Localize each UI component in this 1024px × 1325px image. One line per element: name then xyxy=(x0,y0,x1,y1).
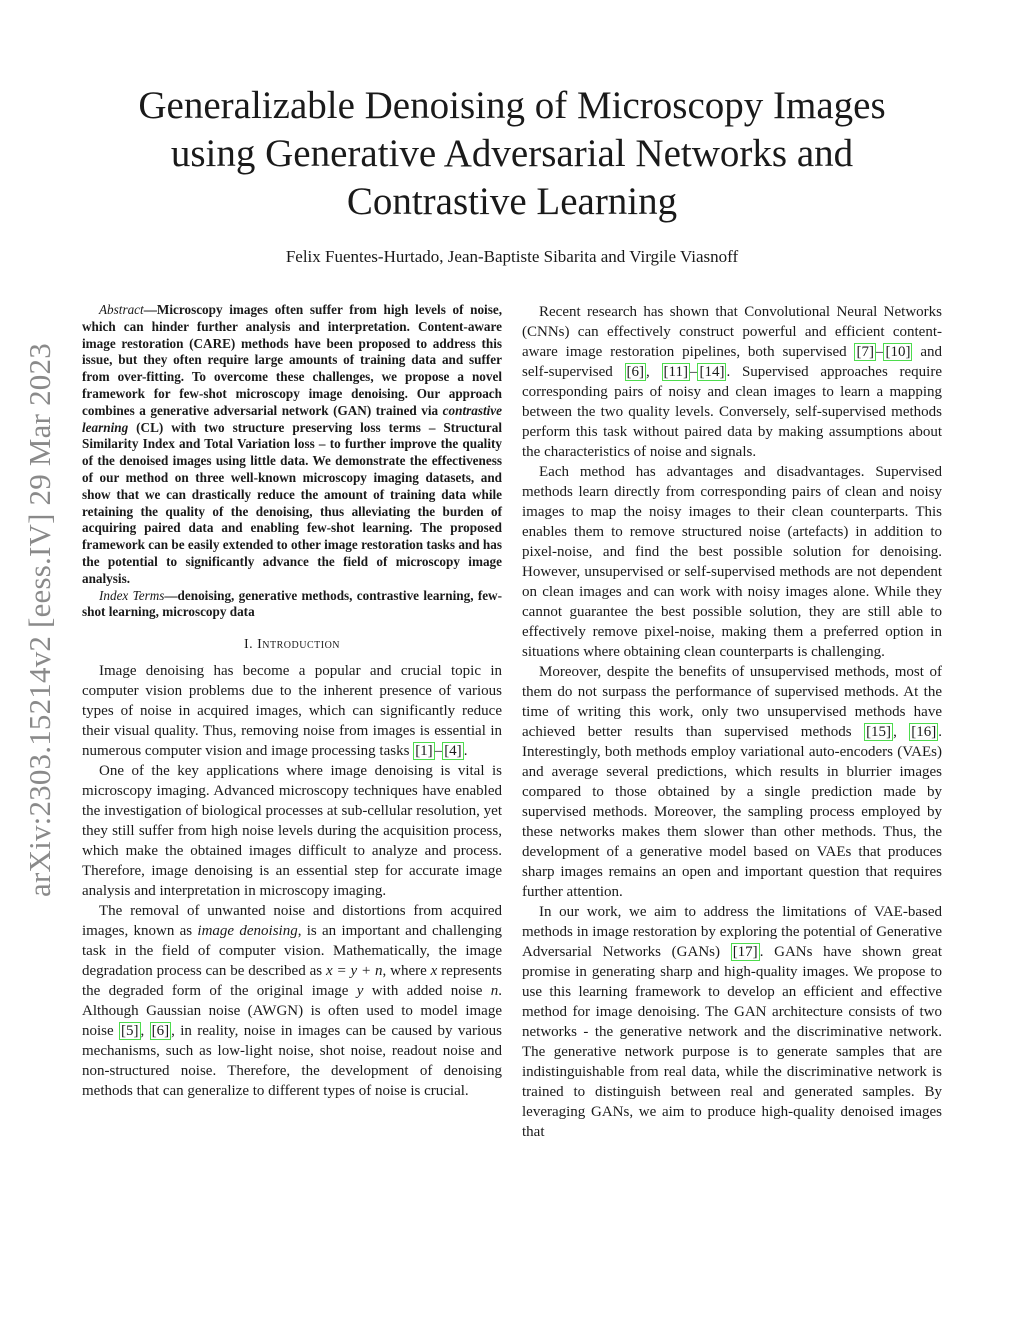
math-n: n xyxy=(490,983,499,1000)
right-paragraph-3 xyxy=(522,662,942,902)
citation-17[interactable]: [17] xyxy=(732,944,758,960)
index-terms-dash: — xyxy=(164,587,178,603)
text: , xyxy=(893,724,910,740)
title-line-3: Contrastive Learning xyxy=(346,180,678,223)
text: – xyxy=(434,743,443,760)
intro-paragraph-3 xyxy=(82,901,502,1101)
text: – xyxy=(875,344,884,360)
index-terms-text: denoising, generative methods, contrastive learning, few-shot learning, microscopy data xyxy=(82,587,502,620)
citation-5[interactable]: [5] xyxy=(121,1023,139,1040)
citation-16[interactable]: [16] xyxy=(911,724,937,740)
section-title: Introduction xyxy=(257,637,341,653)
text: The removal of unwanted noise and distortions from acquired images, known as xyxy=(82,903,502,940)
citation-10[interactable]: [10] xyxy=(885,344,911,360)
text: Recent research has shown that Convolutional Neural Networks (CNNs) can effectively construct powerful and efficient content-aware image restoration pipelines, both supervised xyxy=(522,304,942,360)
right-column xyxy=(522,302,942,1142)
paper-title xyxy=(100,82,924,226)
text: , in reality, noise in images can be caused by various mechanisms, such as low-light noise, shot noise, readout noise and non-structured noise. Therefore, the development of denoising methods that can generalize to different types of noise is crucial. xyxy=(82,1023,502,1100)
text: . Supervised approaches require corresponding pairs of noisy and clean images to learn a mapping between the two quality levels. Conversely, self-supervised methods perform this task without paired data by making assumptions about the characteristics of noise and signals. xyxy=(522,364,942,460)
title-line-2: using Generative Adversarial Networks and xyxy=(170,132,854,175)
author-list: Felix Fuentes-Hurtado, Jean-Baptiste Sibarita and Virgile Viasnoff xyxy=(285,247,739,266)
title-line-1: Generalizable Denoising of Microscopy Images xyxy=(138,84,886,127)
text: with added noise xyxy=(363,983,491,1000)
text: . xyxy=(463,743,468,760)
right-paragraph-1 xyxy=(522,302,942,462)
citation-11[interactable]: [11] xyxy=(663,364,688,380)
section-heading-introduction xyxy=(82,635,502,655)
math-x: x xyxy=(430,963,438,980)
abstract-text-part1: Microscopy images often suffer from high levels of noise, which can hinder further analysis and interpretation. Content-aware image restoration (CARE) methods have been proposed to address this issue, but they often require large amounts of training data and suffer from over-fitting. To overcome these challenges, we propose a novel framework for few-shot microscopy image denoising. Our approach combines a generative adversarial network (GAN) trained via xyxy=(82,302,502,418)
text: Image denoising has become a popular and crucial topic in computer vision problems due to the inherent presence of various types of noise in acquired images, which can significantly reduce their visual quality. Thus, removing noise from images is essential in numerous computer vision and image processing tasks xyxy=(82,663,502,760)
intro-paragraph-1 xyxy=(82,661,502,761)
equation: x = y + n xyxy=(325,963,383,980)
text: and self-supervised xyxy=(522,344,942,380)
right-paragraph-2: Each method has advantages and disadvantages. Supervised methods learn directly from corresponding pairs of clean and noisy images to map the noisy images to their clean counterparts. This enables them to remove structured noise (artefacts) in addition to pixel-noise, and find the best possible solution for denoising. However, unsupervised or self-supervised methods are not dependent on clean images and can work with noisy images alone. While they cannot guarantee the best possible solution, they are still able to effectively remove pixel-noise, making them a preferred option in situations where obtaining clean counterparts is challenging. xyxy=(522,464,942,660)
text: Moreover, despite the benefits of unsupervised methods, most of them do not surpass the performance of supervised methods. At the time of writing this work, only two unsupervised methods have achieved better results than supervised methods xyxy=(522,664,942,740)
text: represents the degraded form of the original image xyxy=(82,963,502,1000)
abstract-label: Abstract xyxy=(99,302,144,317)
abstract-text-part2: (CL) with two structure preserving loss terms – Structural Similarity Index and Total Variation loss – to further improve the quality of the denoised images using little data. We demonstrate the effectiveness of our method on three well-known microscopy imaging datasets, and show that we can drastically reduce the amount of training data while retaining the quality of the denoising, thus alleviating the burden of acquiring paired data and enabling few-shot learning. The proposed framework can be easily extended to other image restoration tasks and has the potential to significantly advance the field of microscopy image analysis. xyxy=(82,419,502,586)
text: – xyxy=(689,364,698,380)
term-image-denoising: image denoising xyxy=(197,923,298,940)
index-terms xyxy=(82,588,502,622)
math-y: y xyxy=(356,983,364,1000)
citation-1[interactable]: [1] xyxy=(415,743,433,760)
intro-paragraph-2: One of the key applications where image denoising is vital is microscopy imaging. Advanced microscopy techniques have enabled the investigation of biological processes at sub-cellular resolution, yet they still suffer from high noise levels during the acquisition process, which make the obtained images difficult to analyze and process. Therefore, image denoising is an essential step for accurate image analysis and interpretation in microscopy imaging. xyxy=(82,763,502,900)
text: . GANs have shown great promise in generating sharp and high-quality images. We propose to use this learning framework to develop an efficient and effective method for image denoising. The GAN architecture consists of two networks - the generative network and the discriminative network. The generative network purpose is to generate samples that are indistinguishable from real data, while the discriminative network is trained to distinguish between real and generated samples. By leveraging GANs, we aim to produce high-quality denoised images that xyxy=(522,944,942,1140)
citation-6[interactable]: [6] xyxy=(626,364,645,380)
section-number: I. xyxy=(243,637,254,653)
citation-14[interactable]: [14] xyxy=(699,364,725,380)
abstract xyxy=(82,302,502,588)
citation-4[interactable]: [4] xyxy=(444,743,462,760)
abstract-cl-term: contrastive learning xyxy=(82,402,502,435)
text: . Although Gaussian noise (AWGN) is often used to model image noise xyxy=(82,983,503,1040)
text: . Interestingly, both methods employ variational auto-encoders (VAEs) and average several predictions, which results in blurrier images compared to those obtained by a single prediction made by supervised methods. Moreover, the sampling process employed by these networks makes them slower than other methods. Thus, the development of a generative model based on VAEs that produces sharp images remains an open and important question that requires further attention. xyxy=(522,724,943,900)
citation-6[interactable]: [6] xyxy=(151,1023,170,1040)
text: , is an important and challenging task in the field of computer vision. Mathematically, the image degradation process can be described as xyxy=(82,923,502,980)
arxiv-identifier: arXiv:2303.15214v2 [eess.IV] 29 Mar 2023 xyxy=(22,343,57,897)
left-column xyxy=(82,302,502,1101)
text: , xyxy=(646,364,662,380)
text: , where xyxy=(382,963,431,980)
right-paragraph-4 xyxy=(522,902,942,1142)
citation-7[interactable]: [7] xyxy=(856,344,874,360)
index-terms-label: Index Terms xyxy=(99,587,165,603)
citation-15[interactable]: [15] xyxy=(866,724,892,740)
text: , xyxy=(140,1023,150,1040)
text: In our work, we aim to address the limitations of VAE-based methods in image restoration by exploring the potential of Generative Adversarial Networks (GANs) xyxy=(522,904,942,960)
abstract-dash: — xyxy=(143,302,157,317)
